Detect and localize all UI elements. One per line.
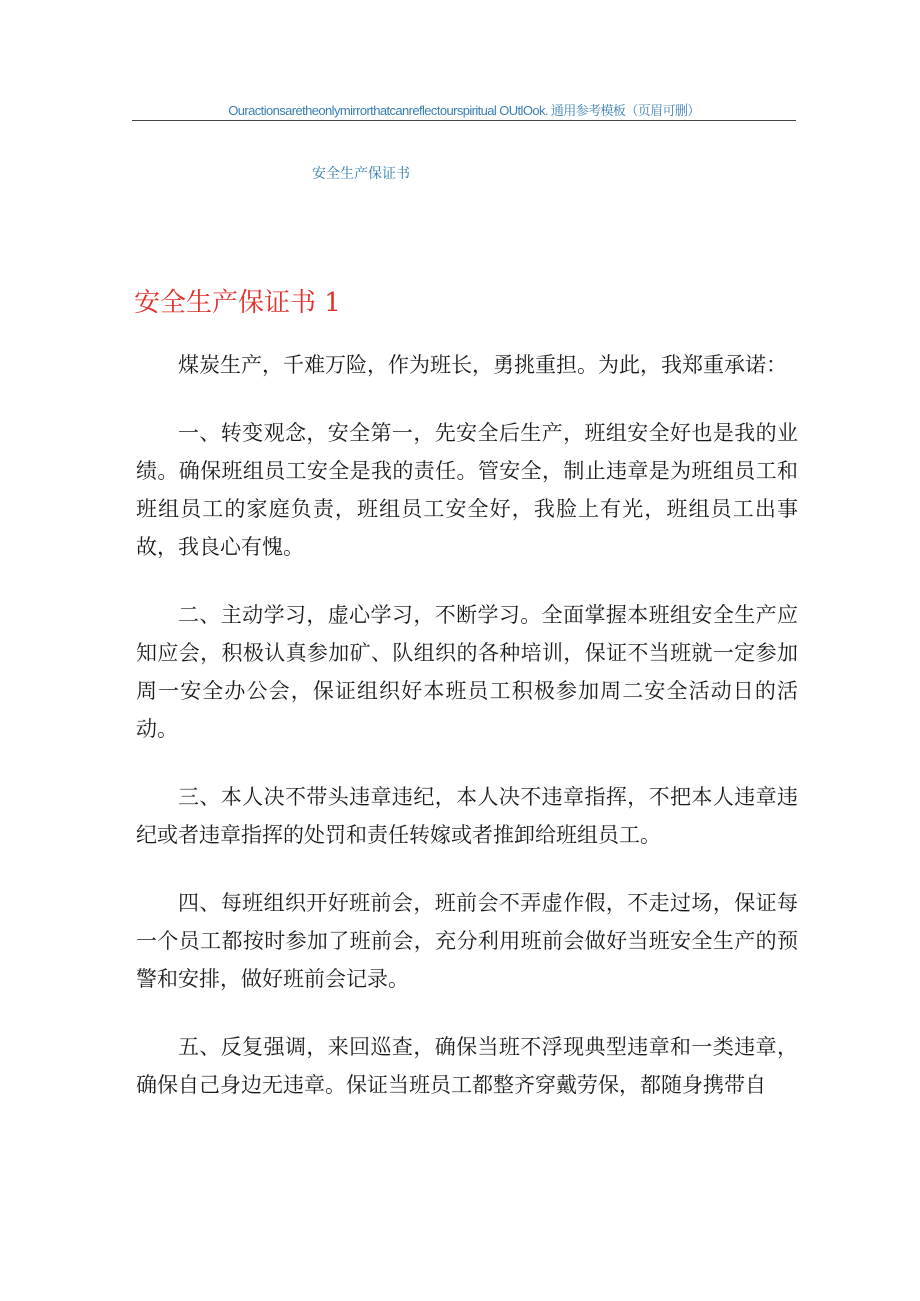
paragraph-item-4: 四、每班组织开好班前会，班前会不弄虚作假，不走过场，保证每一个员工都按时参加了班前会，充分利用班前会做好当班安全生产的预警和安排，做好班前会记录。: [136, 891, 798, 991]
paragraph-item-5: 五、反复强调，来回巡查，确保当班不浮现典型违章和一类违章，确保自己身边无违章。保证当班员工都整齐穿戴劳保，都随身携带自: [136, 1035, 798, 1097]
document-subtitle: 安全生产保证书: [312, 166, 410, 182]
page-header: Ouractionsaretheonlymirrorthatcanreflectourspiritual OUtlOok. 通用参考模板（页眉可删）: [228, 103, 700, 118]
document-body: [136, 346, 798, 1134]
section-title: 安全生产保证书 1: [134, 288, 341, 318]
paragraph-item-2: 二、主动学习，虚心学习，不断学习。全面掌握本班组安全生产应知应会，积极认真参加矿、队组织的各种培训，保证不当班就一定参加周一安全办公会，保证组织好本班员工积极参加周二安全活动日的活动。: [136, 603, 798, 741]
paragraph-item-1: 一、转变观念，安全第一，先安全后生产，班组安全好也是我的业绩。确保班组员工安全是我的责任。管安全，制止违章是为班组员工和班组员工的家庭负责，班组员工安全好，我脸上有光，班组员工出事故，我良心有愧。: [136, 421, 798, 559]
header-divider: [132, 120, 796, 121]
paragraph-item-3: 三、本人决不带头违章违纪，本人决不违章指挥，不把本人违章违纪或者违章指挥的处罚和责任转嫁或者推卸给班组员工。: [136, 785, 798, 847]
paragraph-intro: 煤炭生产，千难万险，作为班长，勇挑重担。为此，我郑重承诺：: [178, 353, 787, 377]
